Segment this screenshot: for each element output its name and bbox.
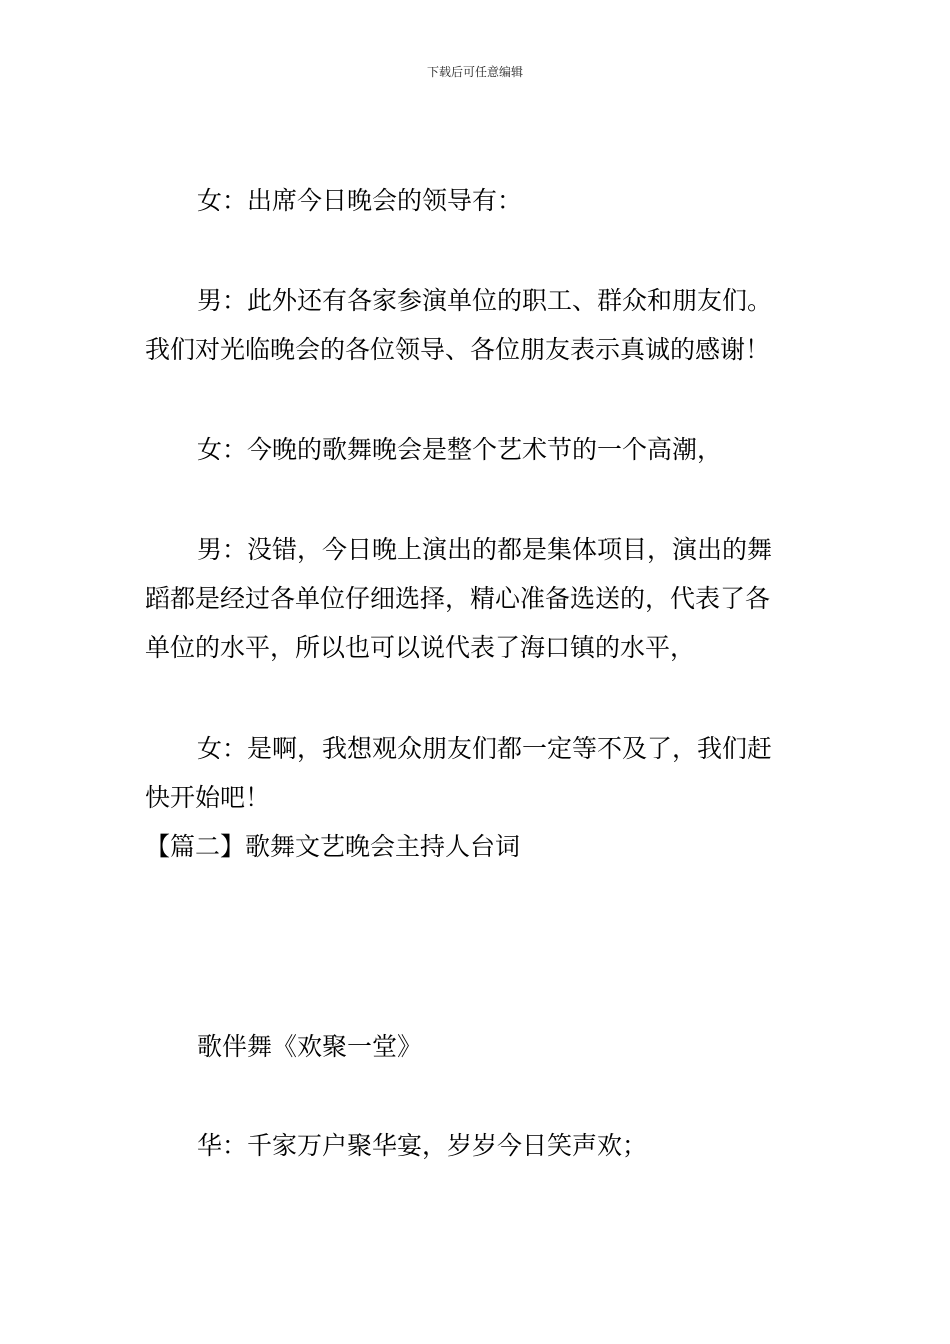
text-line: 华：千家万户聚华宴，岁岁今日笑声欢；: [197, 1131, 648, 1160]
text-line: 单位的水平，所以也可以说代表了海口镇的水平，: [145, 633, 696, 662]
text-line: 男：没错，今日晚上演出的都是集体项目，演出的舞: [197, 535, 773, 564]
paragraph-female-leaders: [145, 176, 807, 225]
text-line: 蹈都是经过各单位仔细选择，精心准备选送的，代表了各: [145, 584, 771, 613]
paragraph-male-performances: [145, 525, 807, 672]
heading-text: 【篇二】歌舞文艺晚会主持人台词: [145, 832, 521, 861]
text-line: 女：是啊，我想观众朋友们都一定等不及了，我们赶: [197, 734, 773, 763]
text-line: 男：此外还有各家参演单位的职工、群众和朋友们。: [197, 286, 773, 315]
paragraph-male-thanks: [145, 276, 807, 374]
text-line: 我们对光临晚会的各位领导、各位朋友表示真诚的感谢！: [145, 335, 771, 364]
page-header: 下载后可任意编辑: [426, 65, 523, 79]
program-title: [145, 1022, 807, 1071]
paragraph-female-climax: [145, 425, 807, 474]
paragraph-female-start: [145, 724, 807, 822]
text-line: 女：今晚的歌舞晚会是整个艺术节的一个高潮，: [197, 435, 723, 464]
text-line: 快开始吧！: [145, 783, 271, 812]
text-line: 歌伴舞《欢聚一堂》: [197, 1032, 423, 1061]
paragraph-hua-line: [145, 1121, 807, 1170]
text-line: 女：出席今日晚会的领导有：: [197, 186, 523, 215]
section-heading: [145, 822, 807, 871]
